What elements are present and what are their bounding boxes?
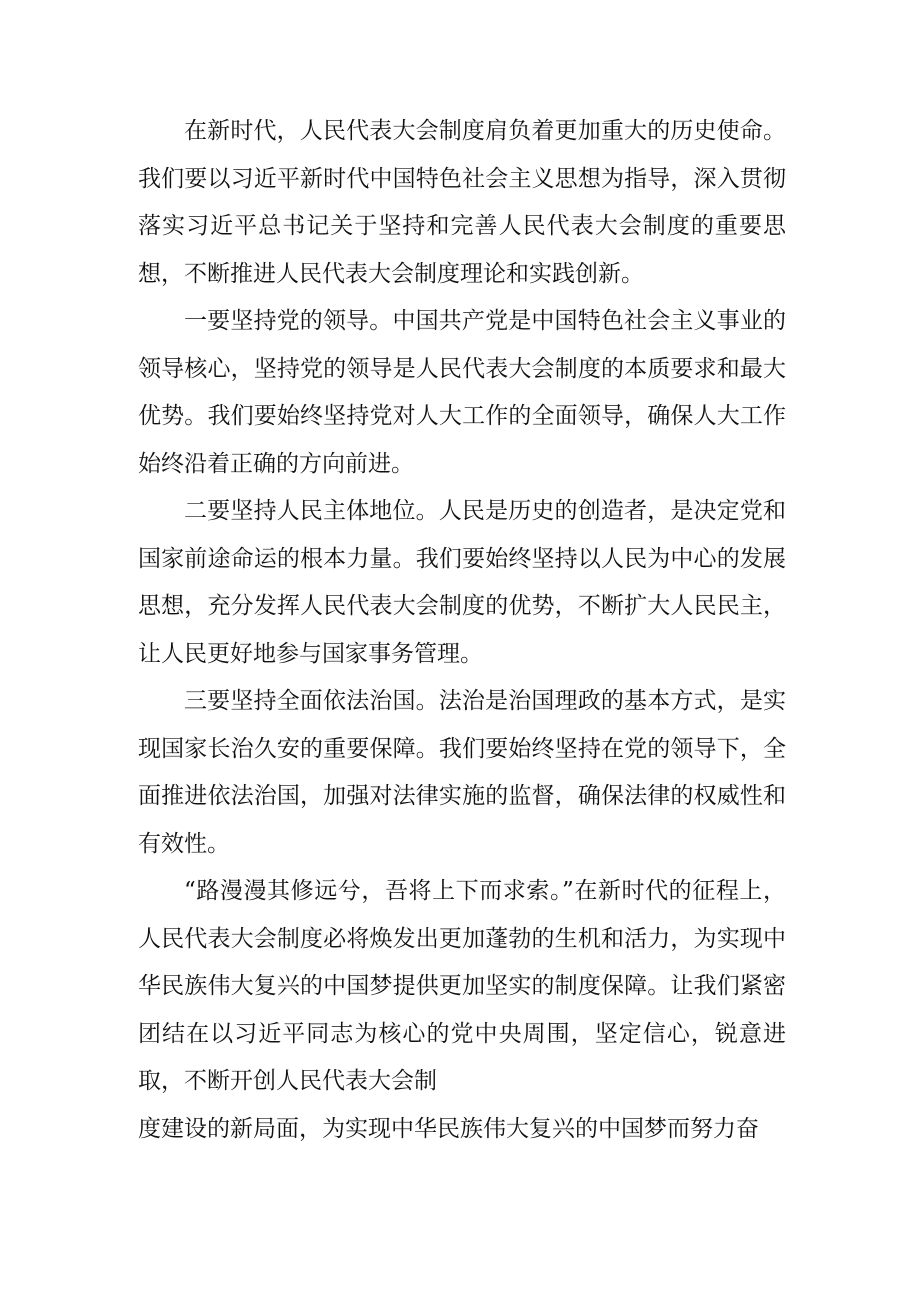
paragraph-people-status: 二要坚持人民主体地位。人民是历史的创造者，是决定党和国家前途命运的根本力量。我们要始终坚持以人民为中心的发展思想，充分发挥人民代表大会制度的优势，不断扩大人民民主，让人民更好地参与国家事务管理。 <box>138 498 786 667</box>
paragraph-conclusion: “路漫漫其修远兮，吾将上下而求索。”在新时代的征程上，人民代表大会制度必将焕发出更加蓬勃的生机和活力，为实现中华民族伟大复兴的中国梦提供更加坚实的制度保障。让我们紧密团结在以习近平同志为核心的党中央周围，坚定信心，锐意进取，不断开创人民代表大会制 <box>138 878 786 1094</box>
paragraph-intro: 在新时代，人民代表大会制度肩负着更加重大的历史使命。我们要以习近平新时代中国特色社会主义思想为指导，深入贯彻落实习近平总书记关于坚持和完善人民代表大会制度的重要思想，不断推进人民代表大会制度理论和实践创新。 <box>138 118 786 287</box>
paragraph-party-leadership: 一要坚持党的领导。中国共产党是中国特色社会主义事业的领导核心，坚持党的领导是人民代表大会制度的本质要求和最大优势。我们要始终坚持党对人大工作的全面领导，确保人大工作始终沿着正确的方向前进。 <box>138 308 786 477</box>
document-body <box>138 108 786 1153</box>
paragraph-continuation: 度建设的新局面，为实现中华民族伟大复兴的中国梦而努力奋 <box>138 1115 759 1142</box>
paragraph-rule-of-law: 三要坚持全面依法治国。法治是治国理政的基本方式，是实现国家长治久安的重要保障。我们要始终坚持在党的领导下，全面推进依法治国，加强对法律实施的监督，确保法律的权威性和有效性。 <box>138 688 786 857</box>
